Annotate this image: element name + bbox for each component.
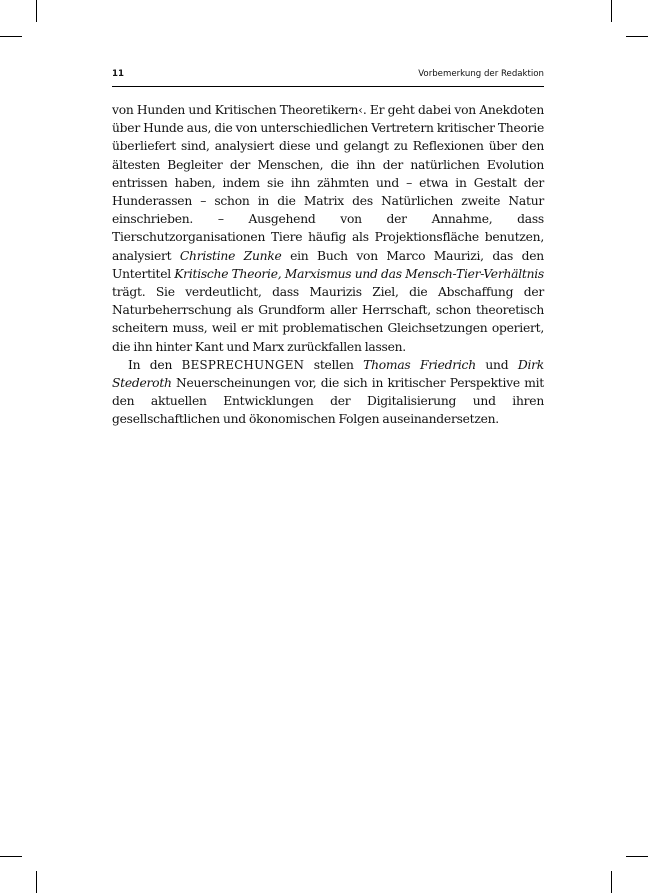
author-name-zunke: Christine Zunke (179, 248, 282, 263)
paragraph-1-text-3: trägt. Sie verdeutlicht, dass Maurizis Ziel, die Abschaffung der Naturbeherrschung als Grundform aller Herrschaft, schon theoretisch scheitern muss, weil er mit problematischen Gleichsetzungen operiert, die ihn hinter Kant und Marx zurückfallen lassen. (112, 285, 544, 354)
book-subtitle: Kritische Theorie, Marxismus und das Mensch-Tier-Verhältnis (174, 266, 544, 281)
crop-mark-top-left-vertical (36, 0, 37, 22)
crop-mark-top-right-vertical (611, 0, 612, 22)
header-rule (112, 86, 544, 87)
section-name: BESPRECHUNGEN (181, 357, 305, 372)
paragraph-1-text-2: ein Buch von Marco Maurizi, das den Untertitel (112, 248, 544, 281)
crop-mark-bottom-right-horizontal (626, 856, 648, 857)
crop-mark-bottom-right-vertical (611, 871, 612, 893)
author-name-stederoth: Dirk Stederoth (112, 357, 544, 391)
body-text (112, 101, 544, 429)
paragraph-1 (112, 101, 544, 356)
paragraph-2-text-3: und (475, 357, 518, 372)
paragraph-2 (112, 356, 544, 429)
author-name-friedrich: Thomas Friedrich (363, 357, 476, 372)
crop-mark-top-right-horizontal (626, 36, 648, 37)
paragraph-2-text-1: In den (128, 357, 182, 372)
crop-mark-top-left-horizontal (0, 36, 22, 37)
crop-mark-bottom-left-vertical (36, 871, 37, 893)
paragraph-2-text-2: stellen (304, 357, 364, 372)
page-number: 11 (112, 69, 124, 79)
paragraph-1-text-1: von Hunden und Kritischen Theoretikern‹. Er geht dabei von Anekdoten über Hunde aus, die von unterschiedlichen Vertretern kritischer Theorie überliefert sind, analysiert diese und gelangt zu Reflexionen über den ältesten Begleiter der Menschen, die ihn der natürlichen Evolution entrissen haben, indem sie ihn zähmten und – etwa in Gestalt der Hunderassen – schon in die Matrix des Natürlichen zweite Natur einschrieben. – Ausgehend von der Annahme, dass Tierschutzorganisationen Tiere häufig als Projektionsfläche benutzen, analysiert (112, 103, 544, 263)
running-title: Vorbemerkung der Redaktion (418, 69, 544, 79)
paragraph-2-text-4: Neuerscheinungen vor, die sich in kritischer Perspektive mit den aktuellen Entwicklungen der Digitalisierung und ihren gesellschaftlichen und ökonomischen Folgen auseinandersetzen. (112, 376, 544, 427)
crop-mark-bottom-left-horizontal (0, 856, 22, 857)
